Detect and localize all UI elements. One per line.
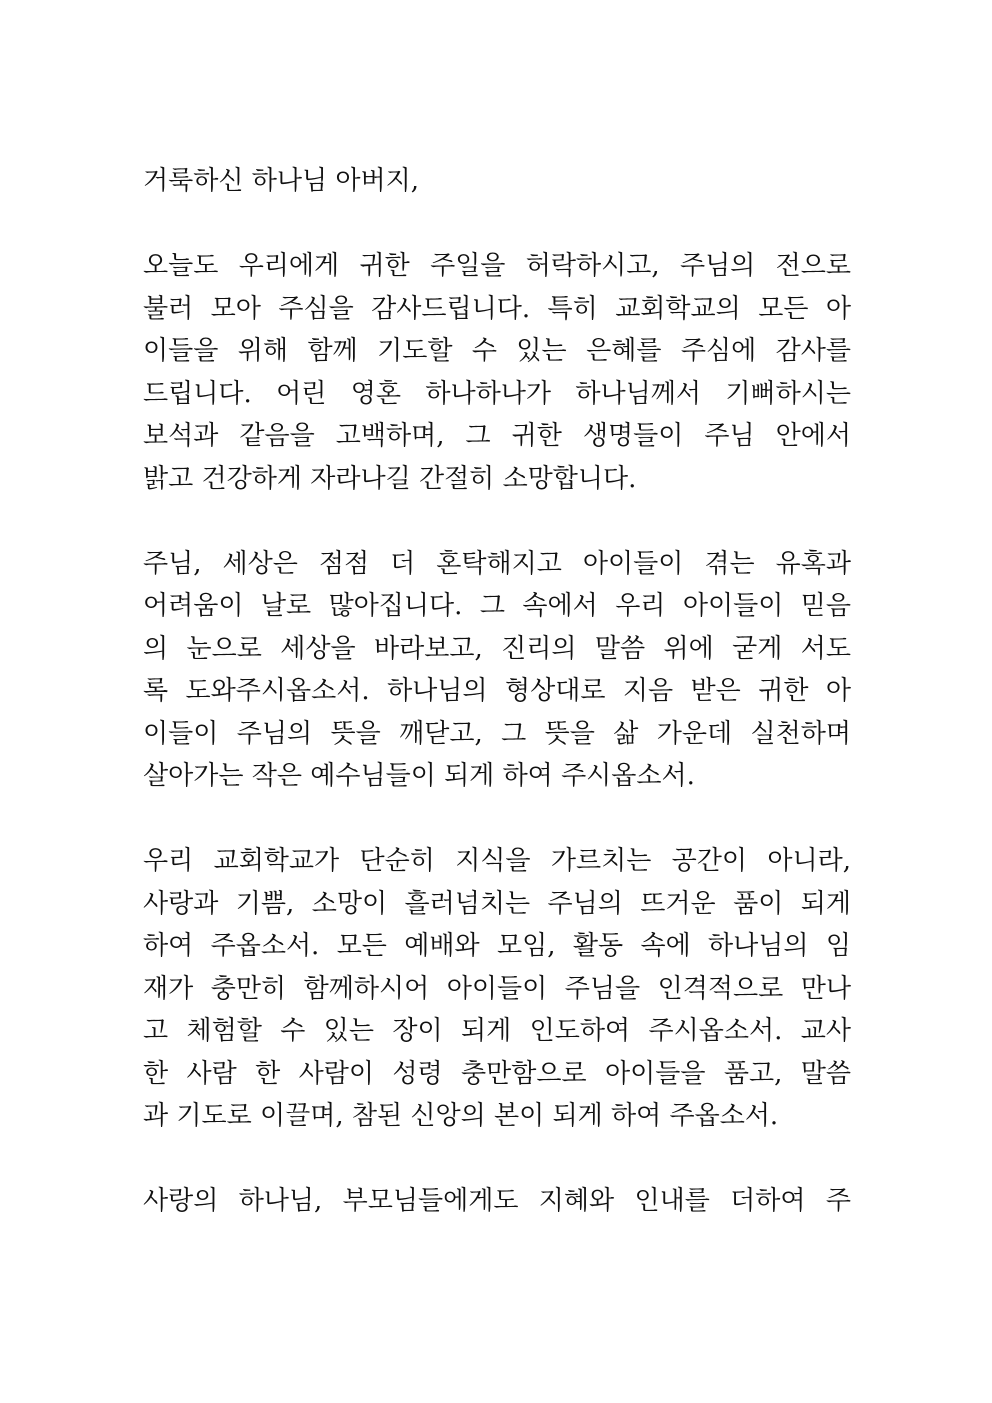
text-line: 의 눈으로 세상을 바라보고, 진리의 말씀 위에 굳게 서도 [143, 633, 851, 664]
text-line: 과 기도로 이끌며, 참된 신앙의 본이 되게 하여 주옵소서. [143, 1101, 779, 1131]
text-line: 록 도와주시옵소서. 하나님의 형상대로 지음 받은 귀한 아 [143, 676, 851, 706]
text-line: 주님, 세상은 점점 더 혼탁해지고 아이들이 겪는 유혹과 [143, 548, 851, 579]
text-line: 한 사람 한 사람이 성령 충만함으로 아이들을 품고, 말씀 [143, 1058, 851, 1089]
paragraph-gap [143, 798, 851, 841]
paragraph-gap [143, 1138, 851, 1181]
text-line: 이들이 주님의 뜻을 깨닫고, 그 뜻을 삶 가운데 실천하며 [143, 718, 851, 749]
paragraph-gap [143, 500, 851, 543]
text-line: 살아가는 작은 예수님들이 되게 하여 주시옵소서. [143, 761, 695, 791]
paragraph-1 [143, 245, 851, 500]
text-line: 불러 모아 주심을 감사드립니다. 특히 교회학교의 모든 아 [143, 293, 851, 324]
text-line: 재가 충만히 함께하시어 아이들이 주님을 인격적으로 만나 [143, 973, 851, 1004]
text-line: 이들을 위해 함께 기도할 수 있는 은혜를 주심에 감사를 [143, 336, 851, 366]
text-line: 우리 교회학교가 단순히 지식을 가르치는 공간이 아니라, [143, 846, 851, 876]
text-line: 사랑의 하나님, 부모님들에게도 지혜와 인내를 더하여 주 [143, 1186, 851, 1216]
text-line: 사랑과 기쁨, 소망이 흘러넘치는 주님의 뜨거운 품이 되게 [143, 888, 851, 919]
salutation: 거룩하신 하나님 아버지, [143, 166, 419, 196]
text-line: 고 체험할 수 있는 장이 되게 인도하여 주시옵소서. 교사 [143, 1016, 851, 1046]
text-line: 밝고 건강하게 자라나길 간절히 소망합니다. [143, 463, 637, 494]
text-line: 보석과 같음을 고백하며, 그 귀한 생명들이 주님 안에서 [143, 421, 851, 451]
text-line: 드립니다. 어린 영혼 하나하나가 하나님께서 기뻐하시는 [143, 378, 851, 409]
text-line: 오늘도 우리에게 귀한 주일을 허락하시고, 주님의 전으로 [143, 251, 851, 281]
document-page [143, 160, 851, 1223]
paragraph-4 [143, 1180, 851, 1223]
paragraph-2 [143, 543, 851, 798]
paragraph-gap [143, 203, 851, 246]
text-line: 하여 주옵소서. 모든 예배와 모임, 활동 속에 하나님의 임 [143, 931, 851, 961]
paragraph-3 [143, 840, 851, 1138]
text-line: 어려움이 날로 많아집니다. 그 속에서 우리 아이들이 믿음 [143, 591, 851, 621]
